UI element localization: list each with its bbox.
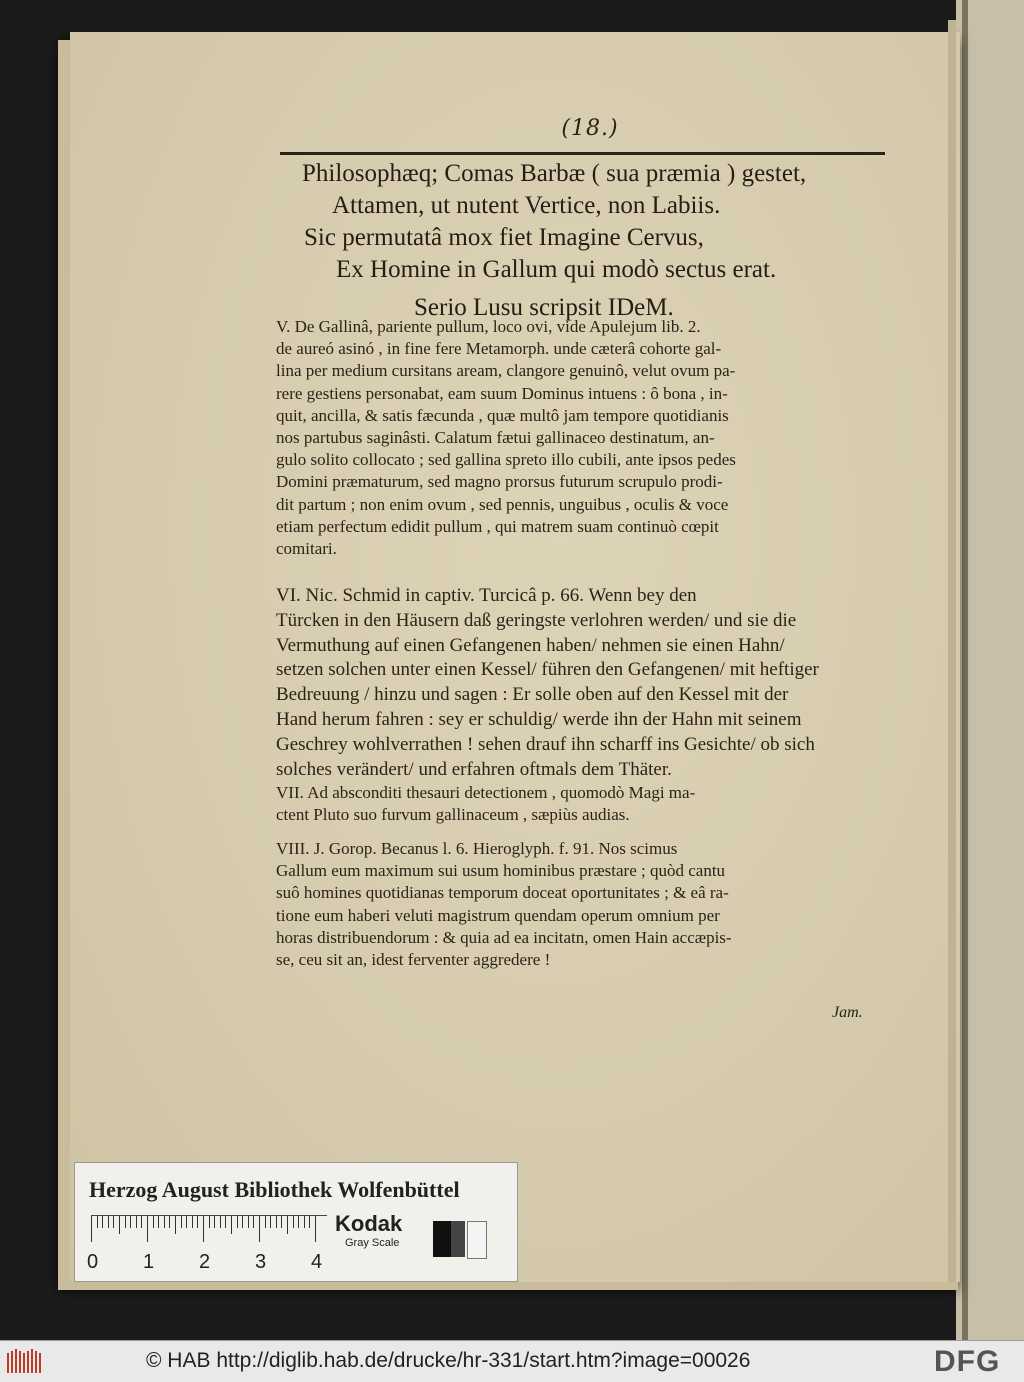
ruler-tick xyxy=(309,1216,310,1228)
ruler-tick xyxy=(108,1216,109,1228)
text-line: Bedreuung / hinzu und sagen : Er solle oben auf den Kessel mit der xyxy=(276,684,789,706)
ruler-tick xyxy=(125,1216,126,1228)
ruler-number: 3 xyxy=(255,1251,267,1273)
ruler-tick xyxy=(209,1216,210,1228)
head-rule xyxy=(280,152,885,155)
ruler-tick xyxy=(141,1216,142,1228)
library-name: Herzog August Bibliothek Wolfenbüttel xyxy=(89,1177,460,1202)
verse-signature: Serio Lusu scripsit IDeM. xyxy=(414,294,674,321)
section-v xyxy=(276,316,884,560)
ruler-tick xyxy=(315,1216,316,1242)
ruler-tick xyxy=(287,1216,288,1234)
text-line: etiam perfectum edidit pullum , qui matrem suam continuò cœpit xyxy=(276,516,719,536)
text-line: quit, ancilla, & satis fæcunda , quæ multô jam tempore quotidianis xyxy=(276,405,729,425)
footer-bar xyxy=(0,1340,1024,1382)
ruler-tick xyxy=(158,1216,159,1228)
ruler-number: 0 xyxy=(87,1251,99,1273)
verse-line: Philosophæq; Comas Barbæ ( sua præmia ) gestet, xyxy=(302,160,807,187)
text-line: nos partubus saginâsti. Calatum fætui gallinaceo destinatum, an- xyxy=(276,428,715,448)
ruler-number: 2 xyxy=(199,1251,211,1273)
ruler-tick xyxy=(153,1216,154,1228)
verse-line: Ex Homine in Gallum qui modò sectus erat. xyxy=(336,256,777,283)
ruler-tick xyxy=(147,1216,148,1242)
ruler-tick xyxy=(119,1216,120,1234)
text-line: VIII. J. Gorop. Becanus l. 6. Hieroglyph. f. 91. Nos scimus xyxy=(276,839,678,858)
text-line: dit partum ; non enim ovum , sed pennis, unguibus , oculis & voce xyxy=(276,494,729,514)
text-line: tione eum haberi veluti magistrum quendam operum omnium per xyxy=(276,905,720,925)
ruler-tick xyxy=(231,1216,232,1234)
text-line: VI. Nic. Schmid in captiv. Turcicâ p. 66. Wenn bey den xyxy=(276,585,697,606)
verse-line: Sic permutatâ mox fiet Imagine Cervus, xyxy=(304,224,704,251)
ruler-tick xyxy=(97,1216,98,1228)
ruler-tick xyxy=(259,1216,260,1242)
copyright-link[interactable]: © HAB http://diglib.hab.de/drucke/hr-331/start.htm?image=00026 xyxy=(146,1349,751,1372)
text-line: suô homines quotidianas temporum doceat oportunitates ; & eâ ra- xyxy=(276,883,729,903)
ruler-tick xyxy=(298,1216,299,1228)
ruler-tick xyxy=(253,1216,254,1228)
text-line: gulo solito collocato ; sed gallina spreto illo cubili, ante ipsos pedes xyxy=(276,450,736,470)
ruler-tick xyxy=(304,1216,305,1228)
verse-line: Attamen, ut nutent Vertice, non Labiis. xyxy=(332,192,721,219)
ruler-tick xyxy=(203,1216,204,1242)
verse-block xyxy=(290,158,880,324)
section-vi xyxy=(276,584,884,782)
cm-ruler xyxy=(91,1215,327,1244)
text-line: Domini præmaturum, sed magno prorsus futurum scrupulo prodi- xyxy=(276,472,723,492)
text-line: se, ceu sit an, idest ferventer aggredere ! xyxy=(276,950,551,970)
text-line: Hand herum fahren : sey er schuldig/ werde ihn der Hahn mit seinem xyxy=(276,708,802,730)
ruler-tick xyxy=(293,1216,294,1228)
ruler-number: 1 xyxy=(143,1251,155,1273)
ruler-tick xyxy=(197,1216,198,1228)
ruler-tick xyxy=(113,1216,114,1228)
hab-logo-icon xyxy=(6,1347,46,1377)
ruler-tick xyxy=(276,1216,277,1228)
ruler-tick xyxy=(169,1216,170,1228)
section-vii xyxy=(276,782,884,826)
text-line: rere gestiens personabat, eam suum Dominus intuens : ô bona , in- xyxy=(276,383,728,403)
dfg-logo: DFG xyxy=(934,1345,1001,1378)
ruler-tick xyxy=(281,1216,282,1228)
ruler-tick xyxy=(192,1216,193,1228)
catchword: Jam. xyxy=(832,1004,863,1021)
next-page-edge xyxy=(956,0,1024,1340)
text-line: Gallum eum maximum sui usum hominibus præstare ; quòd cantu xyxy=(276,861,726,881)
gray-patch-dark xyxy=(451,1221,465,1257)
ruler-tick xyxy=(164,1216,165,1228)
text-line: V. De Gallinâ, pariente pullum, loco ovi, vide Apulejum lib. 2. xyxy=(276,317,701,336)
ruler-tick xyxy=(248,1216,249,1228)
text-line: comitari. xyxy=(276,539,337,559)
ruler-tick xyxy=(136,1216,137,1228)
ruler-tick xyxy=(130,1216,131,1228)
text-line: Geschrey wohlverrathen ! sehen drauf ihn scharff ins Gesichte/ ob sich xyxy=(276,733,815,755)
ruler-tick xyxy=(175,1216,176,1234)
scale-card xyxy=(74,1162,518,1282)
ruler-tick xyxy=(214,1216,215,1228)
ruler-tick xyxy=(242,1216,243,1228)
ruler-tick xyxy=(265,1216,266,1228)
text-line: Türcken in den Häusern daß geringste verlohren werden/ und sie die xyxy=(276,609,797,631)
text-line: lina per medium cursitans aream, clangore genuinô, velut ovum pa- xyxy=(276,361,736,381)
grayscale-label: Gray Scale xyxy=(345,1237,400,1249)
ruler-tick xyxy=(91,1216,92,1242)
page-edge xyxy=(948,20,956,1282)
ruler-tick xyxy=(225,1216,226,1228)
ruler-tick xyxy=(186,1216,187,1228)
text-line: setzen solchen unter einen Kessel/ führen den Gefangenen/ mit heftiger xyxy=(276,659,819,681)
kodak-brand: Kodak xyxy=(335,1211,403,1236)
ruler-tick xyxy=(220,1216,221,1228)
gray-patch-black xyxy=(433,1221,451,1257)
text-line: solches verändert/ und erfahren oftmals dem Thäter. xyxy=(276,758,672,780)
ruler-tick xyxy=(237,1216,238,1228)
ruler-tick xyxy=(102,1216,103,1228)
text-line: VII. Ad absconditi thesauri detectionem , quomodò Magi ma- xyxy=(276,783,696,802)
text-line: Vermuthung auf einen Gefangenen haben/ nehmen sie einen Hahn/ xyxy=(276,634,785,656)
text-line: de aureó asinó , in fine fere Metamorph. unde cæterâ cohorte gal- xyxy=(276,339,722,359)
page-number-head: (18.) xyxy=(561,116,619,141)
text-line: ctent Pluto suo furvum gallinaceum , sæpiùs audias. xyxy=(276,805,630,825)
ruler-tick xyxy=(181,1216,182,1228)
ruler-tick xyxy=(270,1216,271,1228)
text-line: horas distribuendorum : & quia ad ea incitatn, omen Hain accæpis- xyxy=(276,927,732,947)
ruler-number: 4 xyxy=(311,1251,323,1273)
section-viii xyxy=(276,838,884,971)
gray-patch-white xyxy=(467,1221,487,1259)
